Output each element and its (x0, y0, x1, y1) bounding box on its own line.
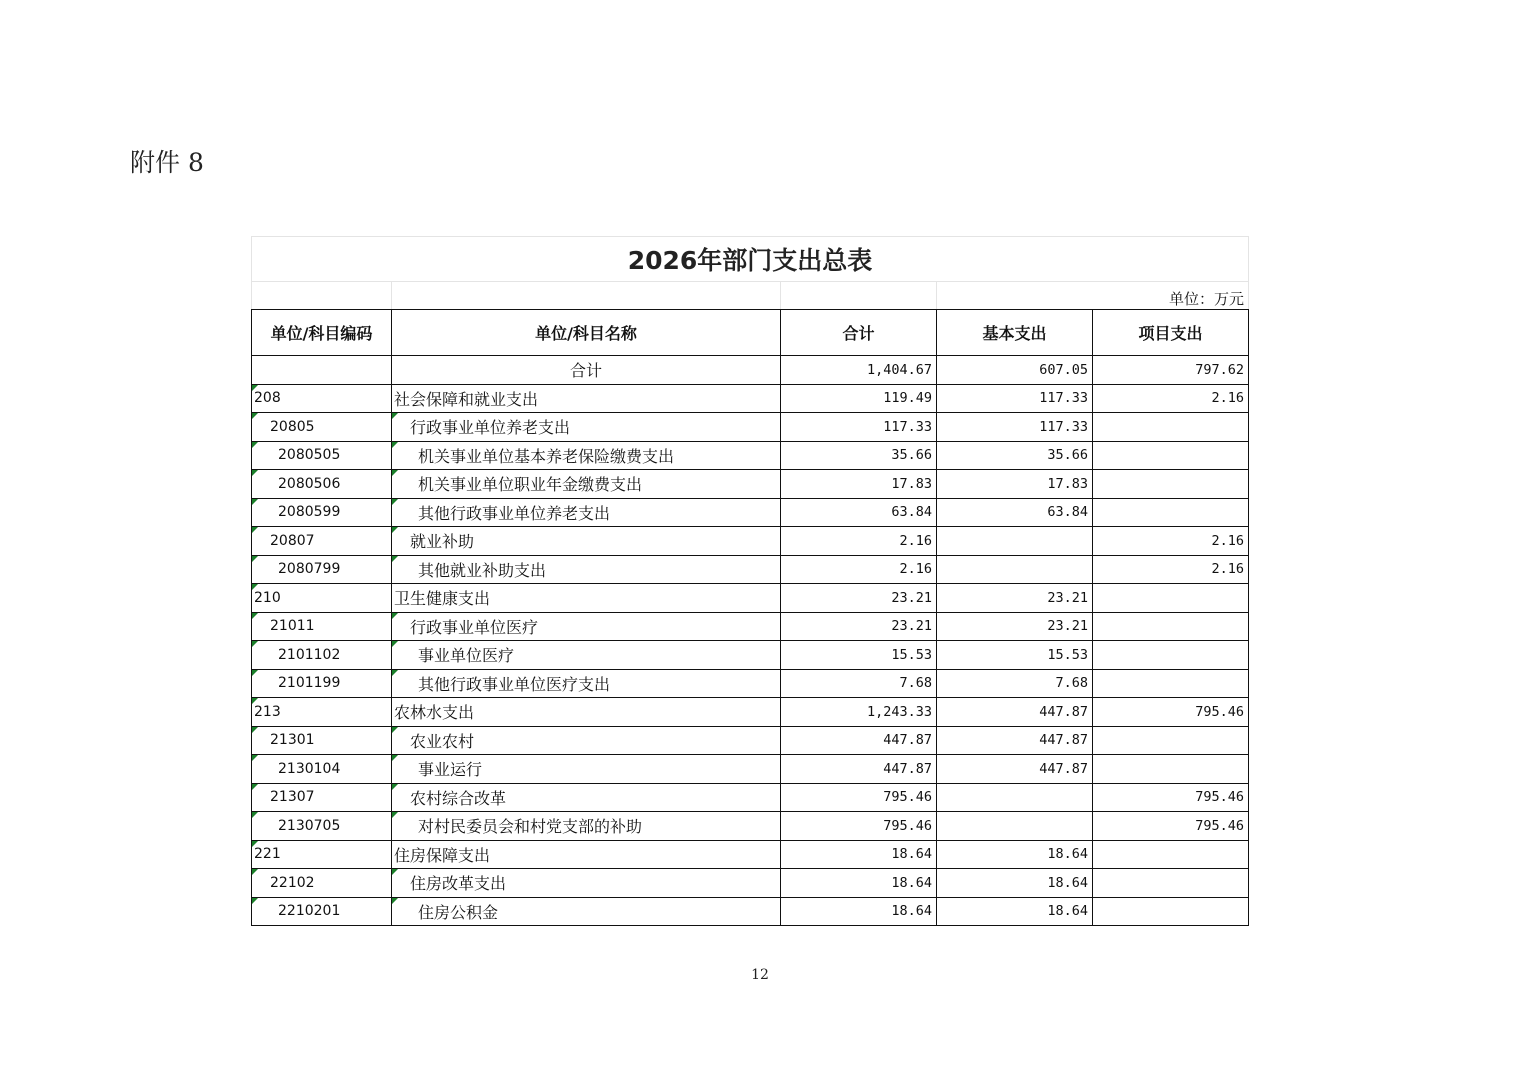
total-cell: 1,243.33 (781, 698, 937, 727)
project-cell: 795.46 (1093, 698, 1249, 727)
basic-cell: 35.66 (937, 441, 1093, 470)
total-cell: 15.53 (781, 641, 937, 670)
name-cell: 事业单位医疗 (392, 641, 781, 670)
project-cell (1093, 869, 1249, 898)
code-cell: 21011 (252, 612, 392, 641)
project-cell (1093, 726, 1249, 755)
name-cell: 住房保障支出 (392, 840, 781, 869)
name-cell: 住房改革支出 (392, 869, 781, 898)
table-title: 2026年部门支出总表 (252, 237, 1249, 282)
table-row (252, 384, 1249, 413)
total-row (252, 356, 1249, 385)
name-cell: 行政事业单位医疗 (392, 612, 781, 641)
header-total: 合计 (781, 310, 937, 356)
table-row (252, 726, 1249, 755)
table-row (252, 441, 1249, 470)
code-cell: 20807 (252, 527, 392, 556)
code-cell: 2130104 (252, 755, 392, 784)
header-name: 单位/科目名称 (392, 310, 781, 356)
total-cell: 2.16 (781, 527, 937, 556)
attachment-label: 附件 8 (130, 148, 204, 177)
code-cell: 2101199 (252, 669, 392, 698)
table-row (252, 897, 1249, 926)
project-cell (1093, 669, 1249, 698)
code-cell: 210 (252, 584, 392, 613)
project-cell: 2.16 (1093, 384, 1249, 413)
total-cell: 23.21 (781, 612, 937, 641)
code-cell: 2080599 (252, 498, 392, 527)
basic-cell: 18.64 (937, 897, 1093, 926)
name-cell: 机关事业单位基本养老保险缴费支出 (392, 441, 781, 470)
expenditure-table (251, 236, 1249, 926)
table-row (252, 698, 1249, 727)
basic-cell: 117.33 (937, 413, 1093, 442)
project-cell (1093, 840, 1249, 869)
project-cell (1093, 413, 1249, 442)
basic-cell: 15.53 (937, 641, 1093, 670)
table-row (252, 555, 1249, 584)
total-cell: 447.87 (781, 726, 937, 755)
name-cell: 就业补助 (392, 527, 781, 556)
project-cell (1093, 612, 1249, 641)
table-row (252, 840, 1249, 869)
header-basic: 基本支出 (937, 310, 1093, 356)
name-cell: 对村民委员会和村党支部的补助 (392, 812, 781, 841)
table-row (252, 470, 1249, 499)
total-cell: 447.87 (781, 755, 937, 784)
total-name-cell: 合计 (392, 356, 781, 385)
unit-spacer-cell (252, 282, 392, 310)
total-project-cell: 797.62 (1093, 356, 1249, 385)
project-cell (1093, 584, 1249, 613)
total-total-cell: 1,404.67 (781, 356, 937, 385)
code-cell: 21301 (252, 726, 392, 755)
basic-cell: 23.21 (937, 612, 1093, 641)
table-row (252, 498, 1249, 527)
project-cell (1093, 441, 1249, 470)
name-cell: 其他就业补助支出 (392, 555, 781, 584)
basic-cell: 63.84 (937, 498, 1093, 527)
project-cell: 2.16 (1093, 555, 1249, 584)
name-cell: 社会保障和就业支出 (392, 384, 781, 413)
total-cell: 795.46 (781, 812, 937, 841)
basic-cell (937, 812, 1093, 841)
name-cell: 农林水支出 (392, 698, 781, 727)
total-cell: 18.64 (781, 869, 937, 898)
total-code-cell (252, 356, 392, 385)
code-cell: 21307 (252, 783, 392, 812)
total-cell: 119.49 (781, 384, 937, 413)
total-cell: 795.46 (781, 783, 937, 812)
code-cell: 221 (252, 840, 392, 869)
header-project: 项目支出 (1093, 310, 1249, 356)
code-cell: 208 (252, 384, 392, 413)
unit-spacer-cell (781, 282, 937, 310)
total-cell: 2.16 (781, 555, 937, 584)
total-cell: 117.33 (781, 413, 937, 442)
code-cell: 2080799 (252, 555, 392, 584)
name-cell: 卫生健康支出 (392, 584, 781, 613)
basic-cell: 17.83 (937, 470, 1093, 499)
table-row (252, 413, 1249, 442)
total-cell: 63.84 (781, 498, 937, 527)
code-cell: 213 (252, 698, 392, 727)
code-cell: 20805 (252, 413, 392, 442)
basic-cell (937, 783, 1093, 812)
unit-label: 单位：万元 (937, 282, 1249, 310)
page-number: 12 (751, 967, 769, 983)
name-cell: 其他行政事业单位医疗支出 (392, 669, 781, 698)
unit-spacer-cell (392, 282, 781, 310)
basic-cell: 23.21 (937, 584, 1093, 613)
table-row (252, 669, 1249, 698)
name-cell: 农村综合改革 (392, 783, 781, 812)
project-cell: 795.46 (1093, 812, 1249, 841)
name-cell: 事业运行 (392, 755, 781, 784)
project-cell (1093, 498, 1249, 527)
project-cell: 795.46 (1093, 783, 1249, 812)
code-cell: 2080506 (252, 470, 392, 499)
header-code: 单位/科目编码 (252, 310, 392, 356)
total-cell: 23.21 (781, 584, 937, 613)
total-basic-cell: 607.05 (937, 356, 1093, 385)
code-cell: 2130705 (252, 812, 392, 841)
total-cell: 18.64 (781, 897, 937, 926)
table-row (252, 612, 1249, 641)
table-row (252, 584, 1249, 613)
table-row (252, 641, 1249, 670)
basic-cell: 18.64 (937, 840, 1093, 869)
total-cell: 35.66 (781, 441, 937, 470)
code-cell: 22102 (252, 869, 392, 898)
expenditure-summary-sheet (251, 236, 1248, 926)
project-cell (1093, 897, 1249, 926)
name-cell: 机关事业单位职业年金缴费支出 (392, 470, 781, 499)
basic-cell: 7.68 (937, 669, 1093, 698)
name-cell: 行政事业单位养老支出 (392, 413, 781, 442)
table-row (252, 527, 1249, 556)
table-row (252, 869, 1249, 898)
name-cell: 住房公积金 (392, 897, 781, 926)
header-row (252, 310, 1249, 356)
basic-cell: 447.87 (937, 726, 1093, 755)
project-cell (1093, 755, 1249, 784)
code-cell: 2101102 (252, 641, 392, 670)
code-cell: 2210201 (252, 897, 392, 926)
basic-cell: 447.87 (937, 698, 1093, 727)
total-cell: 7.68 (781, 669, 937, 698)
basic-cell: 18.64 (937, 869, 1093, 898)
name-cell: 农业农村 (392, 726, 781, 755)
basic-cell (937, 555, 1093, 584)
basic-cell: 447.87 (937, 755, 1093, 784)
table-row (252, 755, 1249, 784)
total-cell: 18.64 (781, 840, 937, 869)
total-cell: 17.83 (781, 470, 937, 499)
name-cell: 其他行政事业单位养老支出 (392, 498, 781, 527)
code-cell: 2080505 (252, 441, 392, 470)
project-cell (1093, 470, 1249, 499)
table-row (252, 812, 1249, 841)
basic-cell: 117.33 (937, 384, 1093, 413)
project-cell: 2.16 (1093, 527, 1249, 556)
table-row (252, 783, 1249, 812)
basic-cell (937, 527, 1093, 556)
project-cell (1093, 641, 1249, 670)
